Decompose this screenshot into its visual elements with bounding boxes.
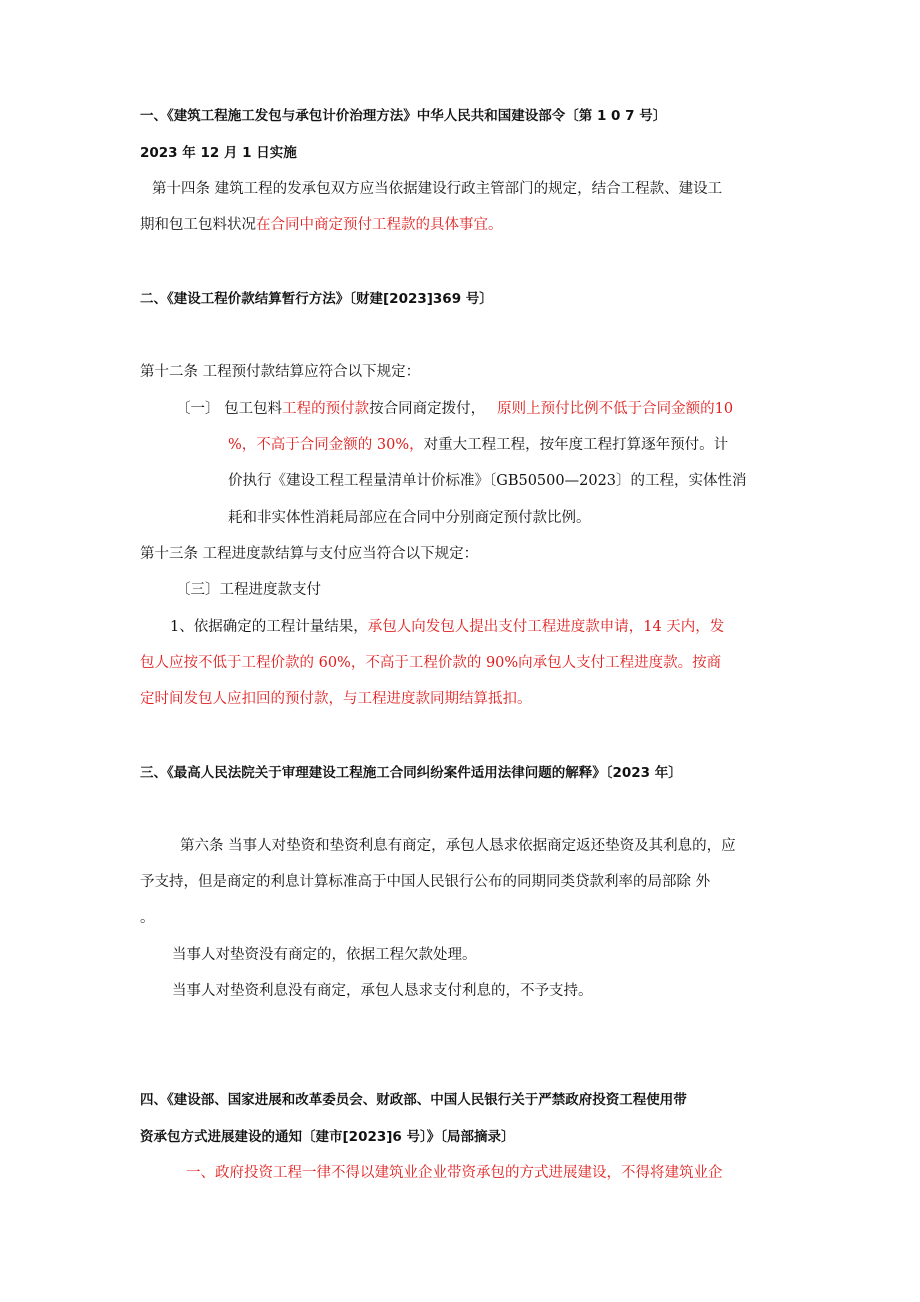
item-1-line-1 xyxy=(176,399,733,419)
article-12-heading: 第十二条 工程预付款结算应符合以下规定： xyxy=(140,364,421,380)
article-14-line-2 xyxy=(140,215,503,235)
item-1-label: 〔一〕 包工包料 xyxy=(176,401,283,417)
article-14-text: 期和包工包料状况 xyxy=(140,217,256,233)
progress-payment-line-3: 定时间发包人应扣回的预付款，与工程进度款同期结算抵扣。 xyxy=(140,691,532,707)
article-6-line-2: 予支持，但是商定的利息计算标准高于中国人民银行公布的同期同类贷款利率的局部除 外 xyxy=(140,874,711,890)
progress-payment-line-2: 包人应按不低于工程价款的 60%，不高于工程价款的 90%向承包人支付工程进度款。按商 xyxy=(140,655,722,671)
item-1-highlight-b: 原则上预付比例不低于合同金额的10 xyxy=(497,401,734,417)
item-1-text-b: 对重大工程工程，按年度工程打算逐年预付。计 xyxy=(423,437,729,453)
item-1-highlight-a: 工程的预付款 xyxy=(282,401,370,417)
section-4-paragraph-1: 一、政府投资工程一律不得以建筑业企业带资承包的方式进展建设，不得将建筑业企 xyxy=(186,1165,723,1181)
article-6-paragraph-3: 当事人对垫资利息没有商定，承包人恳求支付利息的，不予支持。 xyxy=(172,983,593,999)
section-2-title: 二、《建设工程价款结算暂行方法》〔财建[2023]369 号〕 xyxy=(140,291,493,307)
article-6-line-1: 第六条 当事人对垫资和垫资利息有商定，承包人恳求依据商定返还垫资及其利息的，应 xyxy=(180,838,736,854)
progress-payment-highlight-a: 承包人向发包人提出支付工程进度款申请，14 天内，发 xyxy=(367,619,725,635)
item-1-line-4: 耗和非实体性消耗局部应在合同中分别商定预付款比例。 xyxy=(228,510,591,526)
item-1-text-a: 按合同商定拨付， xyxy=(369,401,486,417)
article-14-line-1: 第十四条 建筑工程的发承包双方应当依据建设行政主管部门的规定，结合工程款、建设工 xyxy=(152,181,723,197)
progress-payment-line-1 xyxy=(170,617,724,637)
item-1-highlight-c: %，不高于合同金额的 30%， xyxy=(228,437,424,453)
item-1-line-3: 价执行《建设工程工程量清单计价标准》〔GB50500—2023〕的工程，实体性消 xyxy=(228,473,747,489)
article-14-highlight: 在合同中商定预付工程款的具体事宜。 xyxy=(256,217,503,233)
section-4-title-line-1: 四、《建设部、国家进展和改革委员会、财政部、中国人民银行关于严禁政府投资工程使用带 xyxy=(140,1092,687,1108)
section-4-title-line-2: 资承包方式进展建设的通知〔建市[2023]6 号〕》〔局部摘录〕 xyxy=(140,1129,515,1145)
section-3-title: 三、《最高人民法院关于审理建设工程施工合同纠纷案件适用法律问题的解释》〔2023 年〕 xyxy=(140,765,682,781)
article-6-paragraph-2: 当事人对垫资没有商定的，依据工程欠款处理。 xyxy=(172,947,477,963)
item-3-heading: 〔三〕工程进度款支付 xyxy=(176,582,321,598)
progress-payment-text: 1、依据确定的工程计量结果， xyxy=(170,619,368,635)
section-1-title: 一、《建筑工程施工发包与承包计价治理方法》中华人民共和国建设部令〔第 1 0 7 号〕 xyxy=(140,108,667,124)
section-1-date: 2023 年 12 月 1 日实施 xyxy=(140,145,297,161)
article-6-line-3: 。 xyxy=(140,910,155,926)
article-13-heading: 第十三条 工程进度款结算与支付应当符合以下规定： xyxy=(140,546,479,562)
item-1-line-2 xyxy=(228,435,728,455)
